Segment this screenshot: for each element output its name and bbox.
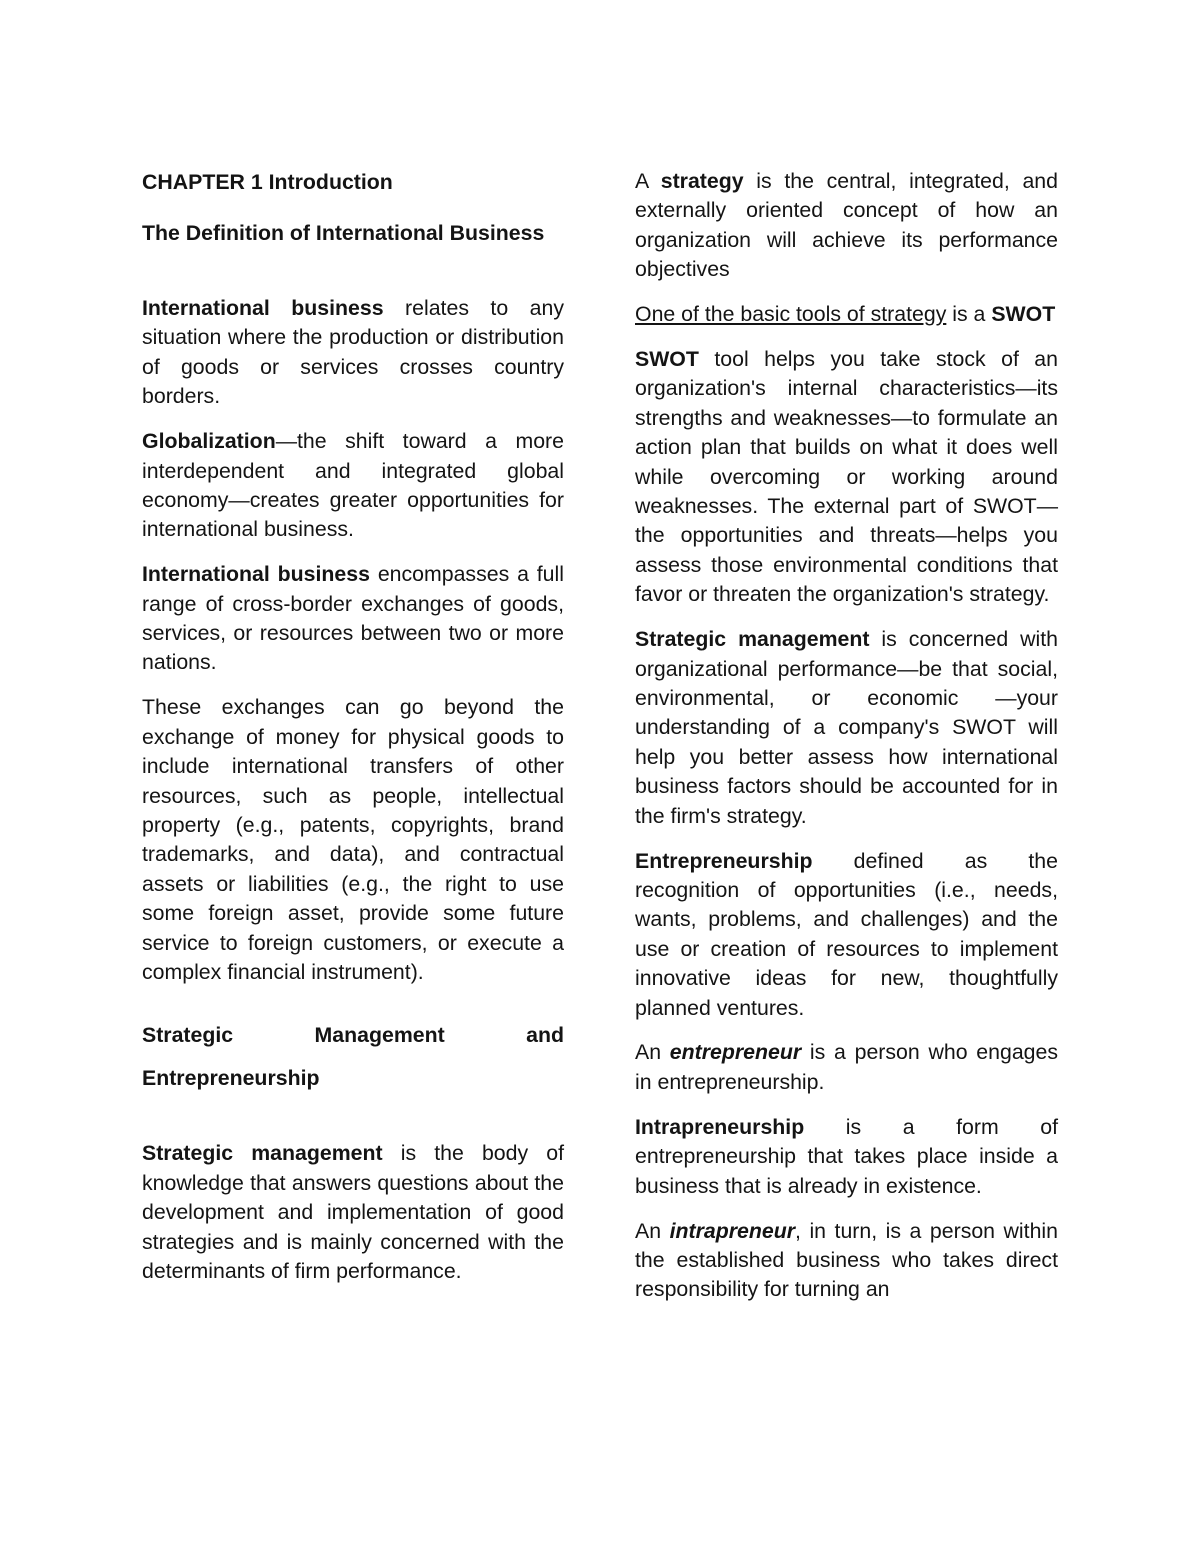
paragraph-text: relates to any situation where the production or distribution of goods or services crosses country borders. <box>142 296 564 409</box>
chapter-title: CHAPTER 1 Introduction <box>142 170 393 194</box>
paragraph-text: An <box>635 1040 670 1065</box>
term-intrapreneur: intrapreneur <box>669 1218 796 1243</box>
paragraph-text: An <box>635 1218 670 1243</box>
term-strategic-management: Strategic management <box>142 1141 383 1166</box>
term-swot: SWOT <box>635 347 699 372</box>
section-title-definition: The Definition of International Business <box>142 221 545 245</box>
paragraph-text: —the shift toward a more interdependent and integrated global economy—creates greater opportunities for international business. <box>142 429 564 542</box>
paragraph-text: defined as the recognition of opportunities (i.e., needs, wants, problems, and challenges) and the use or creation of resources to implement innovative ideas for new, thoughtfully planned ventures. <box>635 848 1058 1020</box>
left-column <box>142 167 564 1302</box>
term-strategic-management: Strategic management <box>635 627 870 652</box>
term-international-business: International business <box>142 562 370 587</box>
term-entrepreneurship: Entrepreneurship <box>635 848 813 873</box>
section-title-strategic-management: Strategic Management and Entrepreneurship <box>142 1023 564 1091</box>
paragraph-globalization <box>142 427 564 545</box>
paragraph-strategic-management-body <box>142 1139 564 1286</box>
paragraph-swot-tool <box>635 345 1058 610</box>
paragraph-international-business-definition <box>142 294 564 412</box>
term-entrepreneur: entrepreneur <box>669 1040 802 1065</box>
paragraph-text: is concerned with organizational performance—be that social, environmental, or economic —your understanding of a company's SWOT will help you better assess how international business factors should be accounted for in the firm's strategy. <box>635 627 1058 828</box>
term-globalization: Globalization <box>142 429 276 454</box>
paragraph-text: is the central, integrated, and externally oriented concept of how an organization will achieve its performance objectives <box>635 169 1058 282</box>
right-column <box>635 167 1058 1320</box>
term-international-business: International business <box>142 296 384 320</box>
paragraph-strategy <box>635 167 1058 285</box>
paragraph-text: These exchanges can go beyond the exchange of money for physical goods to include international transfers of other resources, such as people, intellectual property (e.g., patents, copyrights, brand trademarks, and data), and contractual assets or liabilities (e.g., the right to use some foreign asset, provide some future service to foreign customers, or execute a complex financial instrument). <box>142 695 564 985</box>
paragraph-swot-intro <box>635 300 1058 329</box>
paragraph-entrepreneur <box>635 1038 1058 1097</box>
paragraph-intrapreneur <box>635 1217 1058 1305</box>
paragraph-text: is a person who engages in entrepreneurship. <box>635 1040 1058 1094</box>
paragraph-text: encompasses a full range of cross-border exchanges of goods, services, or resources between two or more nations. <box>142 562 564 675</box>
paragraph-text: is a form of entrepreneurship that takes place inside a business that is already in existence. <box>635 1114 1058 1198</box>
paragraph-exchanges <box>142 693 564 987</box>
paragraph-intrapreneurship <box>635 1113 1058 1201</box>
paragraph-strategic-management-performance <box>635 625 1058 831</box>
paragraph-international-business-scope <box>142 560 564 678</box>
term-intrapreneurship: Intrapreneurship <box>635 1114 805 1139</box>
paragraph-entrepreneurship <box>635 847 1058 1023</box>
term-swot: SWOT <box>991 302 1056 327</box>
paragraph-text: is a <box>946 302 992 327</box>
paragraph-text: tool helps you take stock of an organization's internal characteristics—its strengths and weaknesses—to formulate an action plan that builds on what it does well while overcoming or working around weaknesses. The external part of SWOT—the opportunities and threats—helps you assess those environmental conditions that favor or threaten the organization's strategy. <box>635 347 1058 607</box>
paragraph-text: A <box>635 169 661 193</box>
paragraph-text: is the body of knowledge that answers questions about the development and implementation of good strategies and is mainly concerned with the determinants of firm performance. <box>142 1141 564 1284</box>
term-strategy: strategy <box>660 169 744 193</box>
underlined-phrase: One of the basic tools of strategy <box>635 302 947 327</box>
paragraph-text: , in turn, is a person within the established business who takes direct responsibility for turning an <box>635 1218 1058 1302</box>
